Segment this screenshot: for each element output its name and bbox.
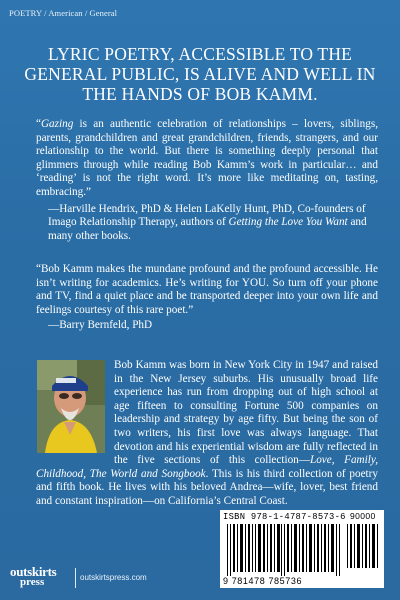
author-photo-image	[37, 360, 105, 453]
testimonial-1-attribution: —Harville Hendrix, PhD & Helen LaKelly Hunt, PhD, Co-founders of Imago Relationship Therapy, authors of Getting the Love You Want and many other books.	[48, 202, 367, 242]
headline-line-2: GENERAL PUBLIC, IS ALIVE AND WELL IN	[24, 64, 376, 84]
publisher-name-top: outskirts	[10, 564, 57, 579]
publisher-divider	[75, 568, 76, 588]
testimonial-2-attribution: —Barry Bernfeld, PhD	[48, 319, 153, 332]
author-photo	[37, 360, 105, 453]
headline-line-3: THE HANDS OF BOB KAMM.	[82, 84, 318, 104]
price-bars	[346, 524, 380, 568]
book-title: Gazing	[40, 118, 74, 130]
testimonial-2	[36, 263, 378, 333]
headline-line-1: LYRIC POETRY, ACCESSIBLE TO THE	[47, 44, 353, 64]
headline	[20, 44, 380, 104]
publisher-logo	[10, 566, 70, 588]
testimonial-2-text: “Bob Kamm makes the mundane profound and the profound accessible. He isn’t writing for academics. He’s writing for YOU. So turn off your phone and TV, find a quiet place and be transported deeper into your own life and feelings courtesy of this rare poet.”	[36, 263, 378, 316]
testimonial-1-text: “Gazing is an authentic celebration of relationships – lovers, siblings, parents, grandchildren and great grandchildren, friends, strangers, and our relationship to the world. But there is something deeply personal that glimmers through while reading Bob Kamm’s work in particular… and ‘reading’ is not the right word. It’s more like meditating on, tasting, embracing.”	[36, 118, 378, 198]
publisher-url: outskirtspress.com	[80, 573, 147, 582]
barcode-digits: 9 781478 785736	[223, 576, 303, 586]
category-label: POETRY / American / General	[9, 8, 118, 18]
publisher-name-bottom: press	[20, 576, 45, 588]
price-code: 90000	[350, 511, 376, 521]
author-bio: Bob Kamm was born in New York City in 1947 and raised in the New Jersey suburbs. His unusually broad life experience has run from dropping out of high school at age fifteen to consulting Fortune 500 companies on leadership and strategy by age fifty. But being the son of two writers, his first love was always language. That devotion and his experiential wisdom are fully reflected in the five sections of this collection—Love, Family, Childhood, The World and Songbook. This is his third collection of poetry and fifth book. He lives with his beloved Andrea—wife, lover, best friend and constant inspiration—on California’s Central Coast.	[36, 359, 378, 507]
testimonial-1	[36, 118, 378, 243]
bio-sections: Love, Family, Childhood, The World and Songbook	[36, 454, 378, 480]
isbn-number: ISBN 978-1-4787-8573-6	[223, 512, 346, 522]
ean-bars	[225, 524, 341, 576]
isbn-barcode	[220, 510, 384, 588]
